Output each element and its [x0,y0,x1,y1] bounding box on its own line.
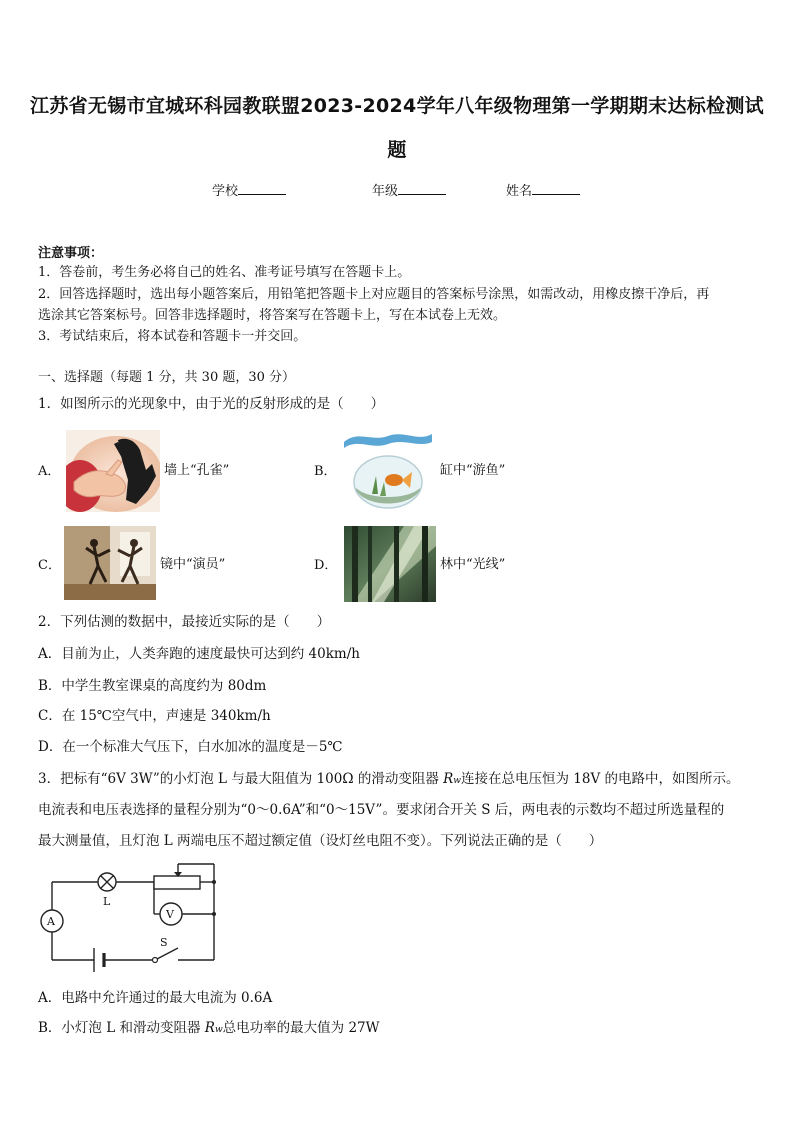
q1-option-c-letter: C． [38,558,61,573]
note-2-cont: 选涂其它答案标号。回答非选择题时，将答案写在答题卡上，写在本试卷上无效。 [38,308,507,323]
q1-option-b-letter: B． [314,464,337,479]
switch-icon [153,948,179,963]
name-blank[interactable] [532,182,580,195]
option-b-rw-symbol [205,1020,223,1036]
ammeter-label: A [47,915,55,928]
section-heading: 一、选择题（每题 1 分，共 30 题，30 分） [38,370,296,385]
q2-option-d: D．在一个标准大气压下，白水加冰的温度是－5℃ [38,739,343,755]
q3-line-1 [38,769,740,791]
note-3: 3．考试结束后，将本试卷和答题卡一并交回。 [38,329,307,344]
forest-light-rays-image [344,526,436,602]
q3-line-1-a: 3．把标有“6V 3W”的小灯泡 L 与最大阻值为 100Ω 的滑动变阻器 [38,771,444,787]
q3-line-3: 最大测量值，且灯泡 L 两端电压不超过额定值（设灯丝电阻不变）。下列说法正确的是（ ） [38,833,603,849]
lamp-icon [98,873,116,891]
dancer-mirror-image [64,526,156,600]
circuit-diagram [36,860,226,978]
q3-option-b-b: 总电功率的最大值为 27W [222,1020,380,1036]
grade-field [372,180,446,199]
rw-symbol [443,771,461,787]
school-field [212,180,286,199]
note-2: 2．回答选择题时，选出每小题答案后，用铅笔把答题卡上对应题目的答案标号涂黑，如需改动，用橡皮擦干净后，再 [38,287,710,302]
q1-option-d-caption: 林中“光线” [440,557,506,572]
q1-stem: 1．如图所示的光现象中，由于光的反射形成的是（ ） [38,396,385,412]
rw-main: R [443,771,454,787]
battery-icon [94,948,104,972]
title-line-2: 题 [387,139,407,161]
grade-label: 年级 [372,184,399,199]
rheostat-resistor [154,876,200,889]
grade-blank[interactable] [398,182,446,195]
lamp-label: L [103,895,111,908]
q2-option-c: C．在 15℃空气中，声速是 340km/h [38,708,271,724]
option-b-rw-subscript: w [214,1025,223,1035]
hand-shadow-peacock-image [66,430,160,512]
q1-option-c-caption: 镜中“演员” [160,557,226,572]
q2-stem: 2．下列估测的数据中，最接近实际的是（ ） [38,614,331,630]
rw-subscript: w [453,776,462,786]
switch-label: S [160,936,168,949]
name-label: 姓名 [506,184,533,199]
q1-option-b-caption: 缸中“游鱼” [440,463,506,478]
title-line-1: 江苏省无锡市宜城环科园教联盟2023-2024学年八年级物理第一学期期末达标检测试 [30,95,764,117]
q1-option-a-caption: 墙上“孔雀” [164,463,230,478]
notes-heading: 注意事项： [38,246,104,261]
voltmeter-label: V [166,908,174,921]
goldfish-bowl-image [338,428,438,512]
q3-option-a: A．电路中允许通过的最大电流为 0.6A [38,990,273,1006]
q3-line-1-b: 连接在总电压恒为 18V 的电路中，如图所示。 [461,771,740,787]
q3-line-2: 电流表和电压表选择的量程分别为“0～0.6A”和“0～15V”。要求闭合开关 S 后，两电表的示数均不超过所选量程的 [38,802,725,818]
q1-option-a-letter: A． [38,464,61,479]
q3-option-b-a: B．小灯泡 L 和滑动变阻器 [38,1020,205,1036]
note-1: 1．答卷前，考生务必将自己的姓名、准考证号填写在答题卡上。 [38,265,411,280]
school-label: 学校 [212,184,239,199]
q2-option-a: A．目前为止，人类奔跑的速度最快可达到约 40km/h [38,646,360,662]
q1-option-d-letter: D． [314,558,338,573]
option-b-rw-main: R [204,1020,215,1036]
q2-option-b: B．中学生教室课桌的高度约为 80dm [38,678,267,694]
school-blank[interactable] [238,182,286,195]
q3-option-b [38,1018,380,1040]
name-field [506,180,580,199]
page-title [30,84,764,172]
